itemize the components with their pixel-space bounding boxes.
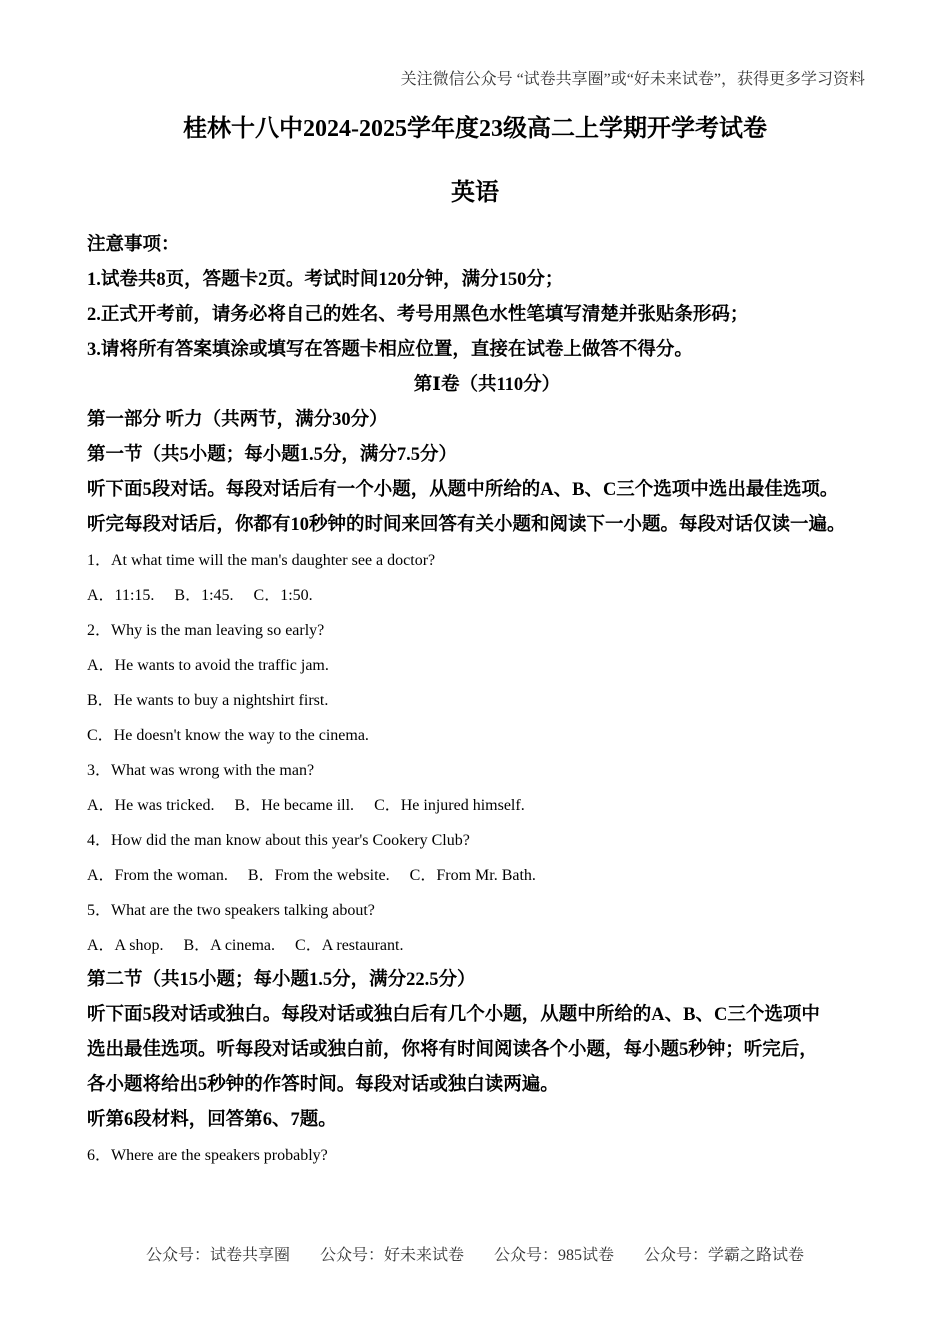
notice-item: 3.请将所有答案填涂或填写在答题卡相应位置，直接在试卷上做答不得分。 (87, 340, 693, 360)
header-note: 关注微信公众号 “试卷共享圈”或“好未来试卷”，获得更多学习资料 (400, 71, 865, 88)
option: B．He became ill. (234, 797, 355, 814)
question-2: 2．Why is the man leaving so early? (87, 622, 325, 639)
option: A．From the woman. (87, 867, 228, 884)
option: A．11:15. (87, 587, 155, 604)
notice-item: 1.试卷共8页，答题卡2页。考试时间120分钟，满分150分； (87, 270, 564, 290)
question-5: 5．What are the two speakers talking about? (87, 902, 375, 919)
option: C．He doesn't know the way to the cinema. (87, 727, 369, 744)
question-3-options (87, 788, 887, 823)
section1-instruction: 听完每段对话后，你都有10秒钟的时间来回答有关小题和阅读下一小题。每段对话仅读一遍。 (87, 515, 846, 535)
question-6: 6．Where are the speakers probably? (87, 1147, 328, 1164)
section2-instruction: 听下面5段对话或独白。每段对话或独白后有几个小题，从题中所给的A、B、C三个选项中 (87, 1005, 820, 1025)
option: A．He wants to avoid the traffic jam. (87, 657, 329, 674)
option: B．A cinema. (183, 937, 276, 954)
option: A．He was tricked. (87, 797, 215, 814)
notice-heading: 注意事项： (87, 235, 180, 255)
option: B．From the website. (247, 867, 390, 884)
option: B．1:45. (174, 587, 234, 604)
option: A．A shop. (87, 937, 164, 954)
option: C．1:50. (253, 587, 313, 604)
material-6-heading: 听第6段材料，回答第6、7题。 (87, 1110, 337, 1130)
option: B．He wants to buy a nightshirt first. (87, 692, 329, 709)
section2-title: 第二节（共15小题；每小题1.5分，满分22.5分） (87, 970, 476, 990)
question-1: 1．At what time will the man's daughter see a doctor? (87, 552, 436, 569)
exam-body (87, 228, 887, 1173)
question-1-options (87, 578, 887, 613)
question-4-options (87, 858, 887, 893)
footer-account: 公众号：985试卷 (494, 1247, 615, 1264)
section1-title: 第一节（共5小题；每小题1.5分，满分7.5分） (87, 445, 458, 465)
question-3: 3．What was wrong with the man? (87, 762, 315, 779)
option: C．He injured himself. (374, 797, 525, 814)
subject-title: 英语 (451, 180, 499, 206)
notice-item: 2.正式开考前，请务必将自己的姓名、考号用黑色水性笔填写清楚并张贴条形码； (87, 305, 749, 325)
footer-account: 公众号：学霸之路试卷 (644, 1247, 805, 1264)
section2-instruction: 各小题将给出5秒钟的作答时间。每段对话或独白读两遍。 (87, 1075, 559, 1095)
option: C．A restaurant. (295, 937, 404, 954)
option: C．From Mr. Bath. (409, 867, 536, 884)
section1-instruction: 听下面5段对话。每段对话后有一个小题，从题中所给的A、B、C三个选项中选出最佳选项。 (87, 480, 839, 500)
question-4: 4．How did the man know about this year's Cookery Club? (87, 832, 470, 849)
exam-title: 桂林十八中2024-2025学年度23级高二上学期开学考试卷 (183, 116, 767, 142)
part1-title: 第一部分 听力（共两节，满分30分） (87, 410, 388, 430)
footer (0, 1242, 950, 1265)
question-5-options (87, 928, 887, 963)
section2-instruction: 选出最佳选项。听每段对话或独白前，你将有时间阅读各个小题，每小题5秒钟；听完后， (87, 1040, 818, 1060)
footer-account: 公众号：好未来试卷 (319, 1247, 464, 1264)
footer-account: 公众号：试卷共享圈 (145, 1247, 290, 1264)
volume-title: 第Ⅰ卷（共110分） (413, 375, 561, 395)
